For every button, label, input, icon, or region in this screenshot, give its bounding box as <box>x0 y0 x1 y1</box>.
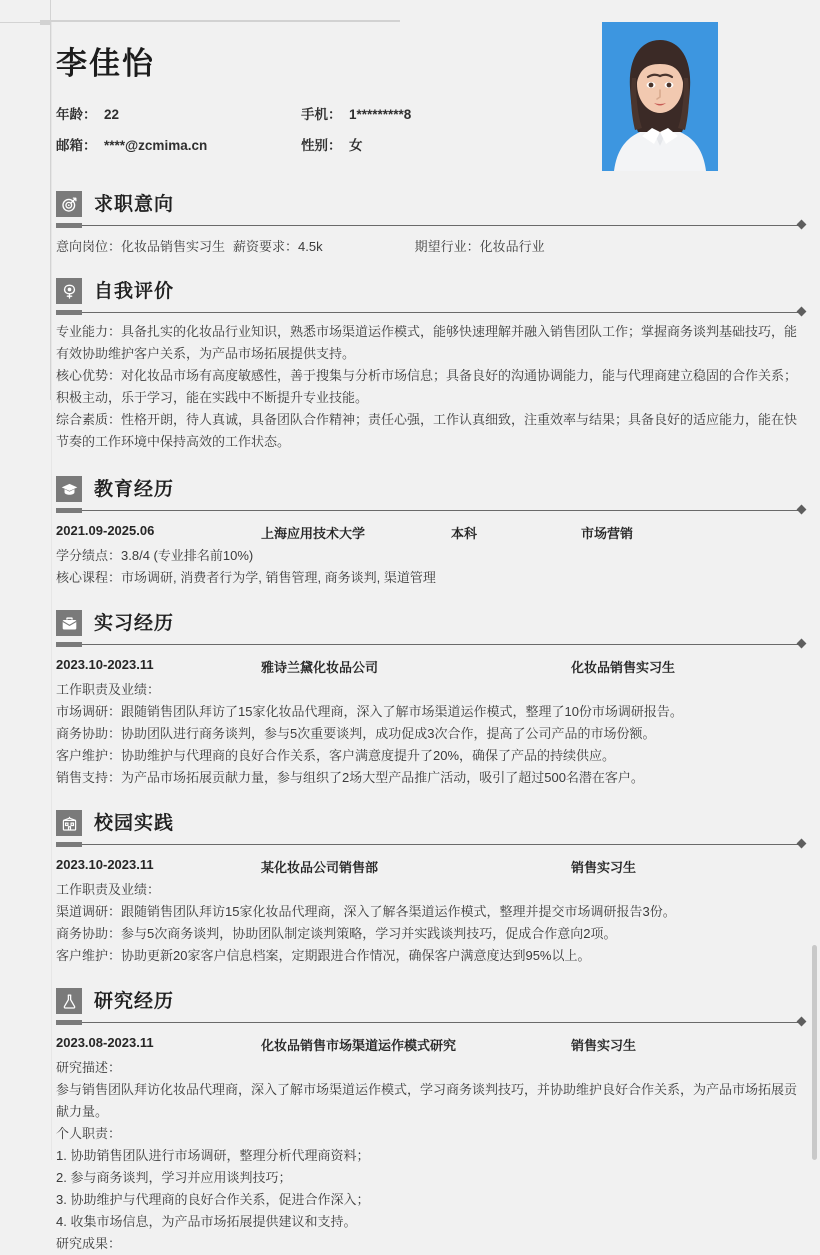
divider-diamond-icon <box>797 1017 807 1027</box>
intent-industry-label: 期望行业： <box>414 239 480 254</box>
research-duty-item: 1. 协助销售团队进行市场调研，整理分析代理商资料； <box>56 1148 370 1163</box>
research-topic: 化妆品销售市场渠道运作模式研究 <box>261 1038 457 1053</box>
self-eval-paragraph: 专业能力：具备扎实的化妆品行业知识，熟悉市场渠道运作模式，能够快速理解并融入销售团队工作；掌握商务谈判基础技巧，能有效协助维护客户关系，为产品市场拓展提供支持。 <box>56 324 798 361</box>
avatar <box>602 22 718 171</box>
research-role: 销售实习生 <box>571 1038 637 1053</box>
section-job-intent <box>52 186 809 255</box>
intent-salary-value: 4.5k <box>298 239 323 254</box>
section-divider-internship <box>56 638 809 647</box>
section-divider-campus-practice <box>56 838 809 847</box>
section-internship <box>52 605 809 789</box>
section-header-job-intent <box>52 186 809 222</box>
intent-position-label: 意向岗位： <box>56 239 122 254</box>
research-date: 2023.08-2023.11 <box>56 1035 154 1050</box>
contact-label-email: 邮箱： <box>56 138 97 153</box>
resume-header <box>52 22 809 182</box>
intent-industry-value: 化妆品行业 <box>479 239 545 254</box>
contact-value-email: ****@zcmima.cn <box>104 138 208 153</box>
section-header-campus-practice <box>52 805 809 841</box>
campus-entry-header <box>56 857 809 876</box>
section-title-internship: 实习经历 <box>94 612 175 634</box>
education-date: 2021.09-2025.06 <box>56 523 155 538</box>
section-divider-job-intent <box>56 219 809 228</box>
divider-diamond-icon <box>797 839 807 849</box>
section-self-evaluation <box>52 273 809 453</box>
section-body-research <box>52 1025 809 1255</box>
education-gpa <box>56 545 809 567</box>
education-courses-value: 市场调研, 消费者行为学, 销售管理, 商务谈判, 渠道管理 <box>121 570 436 585</box>
page-title: 李佳怡 <box>56 46 155 81</box>
award-icon <box>56 278 82 304</box>
section-body-internship <box>52 647 809 789</box>
research-entry-header <box>56 1035 809 1054</box>
section-education <box>52 471 809 589</box>
research-result-heading: 研究成果： <box>56 1236 122 1251</box>
education-gpa-value: 3.8/4 (专业排名前10%) <box>121 548 254 563</box>
contact-label-gender: 性别： <box>301 138 342 153</box>
internship-duty-item: 销售支持：为产品市场拓展贡献力量，参与组织了2场大型产品推广活动，吸引了超过500名潜在客户。 <box>56 770 644 785</box>
internship-entry-header <box>56 657 809 676</box>
education-major: 市场营销 <box>581 526 634 541</box>
flask-icon <box>56 988 82 1014</box>
section-divider-education <box>56 504 809 513</box>
contact-label-phone: 手机： <box>301 107 342 122</box>
campus-duties-heading: 工作职责及业绩： <box>56 882 161 897</box>
intent-salary-label: 薪资要求： <box>233 239 299 254</box>
scrollbar-thumb[interactable] <box>812 945 817 1160</box>
self-eval-paragraph: 综合素质：性格开朗，待人真诚，具备团队合作精神；责任心强，工作认真细致，注重效率与结果；具备良好的适应能力，能在快节奏的工作环境中保持高效的工作状态。 <box>56 412 798 449</box>
resume-page <box>52 22 809 1255</box>
campus-date: 2023.10-2023.11 <box>56 857 154 872</box>
research-desc-heading: 研究描述： <box>56 1060 122 1075</box>
internship-duty-item: 市场调研：跟随销售团队拜访了15家化妆品代理商，深入了解市场渠道运作模式，整理了10份市场调研报告。 <box>56 704 683 719</box>
research-duty-item: 3. 协助维护与代理商的良好合作关系，促进合作深入； <box>56 1192 370 1207</box>
vertical-scrollbar[interactable] <box>809 0 820 1160</box>
contact-label-age: 年龄： <box>56 107 97 122</box>
internship-duty-item: 客户维护：协助维护与代理商的良好合作关系，客户满意度提升了20%，确保了产品的持续供应。 <box>56 748 616 763</box>
education-courses-label: 核心课程： <box>56 570 122 585</box>
internship-company: 雅诗兰黛化妆品公司 <box>261 660 379 675</box>
self-eval-paragraph: 核心优势：对化妆品市场有高度敏感性，善于搜集与分析市场信息；具备良好的沟通协调能力，能与代理商建立稳固的合作关系；积极主动，乐于学习，能在实践中不断提升专业技能。 <box>56 368 798 405</box>
contact-info-grid <box>56 103 576 154</box>
section-title-education: 教育经历 <box>94 478 175 500</box>
section-header-education <box>52 471 809 507</box>
internship-duties-heading: 工作职责及业绩： <box>56 682 161 697</box>
campus-duty-item: 商务协助：参与5次商务谈判，协助团队制定谈判策略，学习并实践谈判技巧，促成合作意向2项。 <box>56 926 617 941</box>
target-icon <box>56 191 82 217</box>
section-research <box>52 983 809 1255</box>
section-body-self-evaluation <box>52 315 809 453</box>
section-divider-research <box>56 1016 809 1025</box>
section-title-self-evaluation: 自我评价 <box>94 280 175 302</box>
education-gpa-label: 学分绩点： <box>56 548 122 563</box>
divider-diamond-icon <box>797 220 807 230</box>
research-duty-item: 2. 参与商务谈判，学习并应用谈判技巧； <box>56 1170 292 1185</box>
section-campus-practice <box>52 805 809 967</box>
campus-duty-item: 渠道调研：跟随销售团队拜访15家化妆品代理商，深入了解各渠道运作模式，整理并提交市场调研报告3份。 <box>56 904 676 919</box>
section-header-self-evaluation <box>52 273 809 309</box>
section-body-job-intent <box>52 228 809 255</box>
education-entry-header <box>56 523 809 542</box>
school-building-icon <box>56 810 82 836</box>
briefcase-icon <box>56 610 82 636</box>
section-body-education <box>52 513 809 589</box>
contact-value-phone: 1*********8 <box>349 107 412 122</box>
contact-value-gender: 女 <box>349 138 363 153</box>
campus-duty-item: 客户维护：协助更新20家客户信息档案，定期跟进合作情况，确保客户满意度达到95%以上。 <box>56 948 591 963</box>
internship-date: 2023.10-2023.11 <box>56 657 154 672</box>
education-courses <box>56 567 809 589</box>
section-divider-self-evaluation <box>56 306 809 315</box>
research-desc-body: 参与销售团队拜访化妆品代理商，深入了解市场渠道运作模式，学习商务谈判技巧，并协助维护良好合作关系，为产品市场拓展贡献力量。 <box>56 1082 798 1119</box>
divider-diamond-icon <box>797 505 807 515</box>
section-title-campus-practice: 校园实践 <box>94 812 175 834</box>
research-duty-item: 4. 收集市场信息，为产品市场拓展提供建议和支持。 <box>56 1214 357 1229</box>
intent-position-value: 化妆品销售实习生 <box>121 239 226 254</box>
internship-role: 化妆品销售实习生 <box>571 660 676 675</box>
campus-role: 销售实习生 <box>571 860 637 875</box>
section-title-job-intent: 求职意向 <box>94 193 175 215</box>
graduation-cap-icon <box>56 476 82 502</box>
education-degree: 本科 <box>451 526 478 541</box>
campus-organization: 某化妆品公司销售部 <box>261 860 379 875</box>
divider-diamond-icon <box>797 307 807 317</box>
section-body-campus-practice <box>52 847 809 967</box>
section-header-internship <box>52 605 809 641</box>
research-duty-heading: 个人职责： <box>56 1126 122 1141</box>
section-title-research: 研究经历 <box>94 990 175 1012</box>
section-header-research <box>52 983 809 1019</box>
education-school: 上海应用技术大学 <box>261 526 366 541</box>
job-intent-line <box>56 234 809 255</box>
contact-value-age: 22 <box>104 107 120 122</box>
divider-diamond-icon <box>797 639 807 649</box>
internship-duty-item: 商务协助：协助团队进行商务谈判，参与5次重要谈判，成功促成3次合作，提高了公司产品的市场份额。 <box>56 726 656 741</box>
